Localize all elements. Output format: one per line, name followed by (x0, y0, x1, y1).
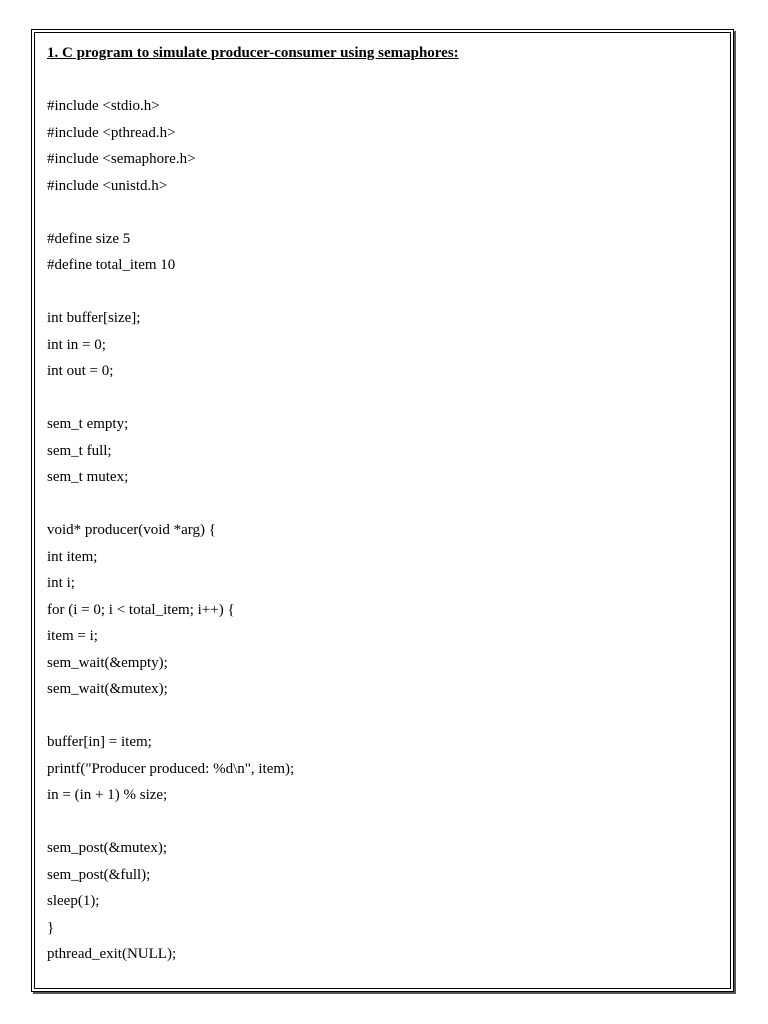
code-line (47, 385, 727, 412)
code-line: int buffer[size]; (47, 310, 141, 326)
code-line: sem_wait(&empty); (47, 654, 168, 671)
code-line: int i; (47, 575, 75, 591)
section-heading: 1. C program to simulate producer-consumer using semaphores: (47, 45, 459, 61)
code-line: sleep(1); (47, 893, 100, 909)
code-line: void* producer(void *arg) { (47, 522, 216, 538)
code-line: #include <pthread.h> (47, 124, 176, 141)
code-line: pthread_exit(NULL); (47, 946, 177, 962)
code-line: #include <stdio.h> (47, 98, 160, 114)
code-line: for (i = 0; i < total_item; i++) { (47, 601, 235, 618)
code-line: sem_t full; (47, 442, 112, 459)
code-line: int in = 0; (47, 336, 106, 353)
code-line: item = i; (47, 628, 98, 644)
code-line: sem_post(&mutex); (47, 840, 167, 856)
code-line: #include <unistd.h> (47, 177, 168, 194)
code-line: int item; (47, 548, 98, 565)
code-line: sem_post(&full); (47, 866, 151, 883)
code-line: sem_t empty; (47, 416, 129, 432)
code-line: #define total_item 10 (47, 257, 176, 273)
document-body (47, 40, 727, 968)
code-line: #define size 5 (47, 230, 131, 247)
code-line: sem_wait(&mutex); (47, 681, 168, 697)
code-line (47, 279, 727, 306)
code-line: sem_t mutex; (47, 469, 129, 485)
code-line: } (47, 919, 55, 936)
code-line (47, 703, 727, 730)
code-line (47, 491, 727, 518)
code-line: buffer[in] = item; (47, 734, 152, 750)
code-line (47, 67, 727, 94)
code-line: int out = 0; (47, 363, 114, 379)
code-line (47, 199, 727, 226)
code-block (47, 67, 727, 968)
code-line: in = (in + 1) % size; (47, 787, 168, 803)
code-line (47, 809, 727, 836)
code-line: #include <semaphore.h> (47, 151, 196, 167)
code-line: printf("Producer produced: %d\n", item); (47, 760, 295, 777)
